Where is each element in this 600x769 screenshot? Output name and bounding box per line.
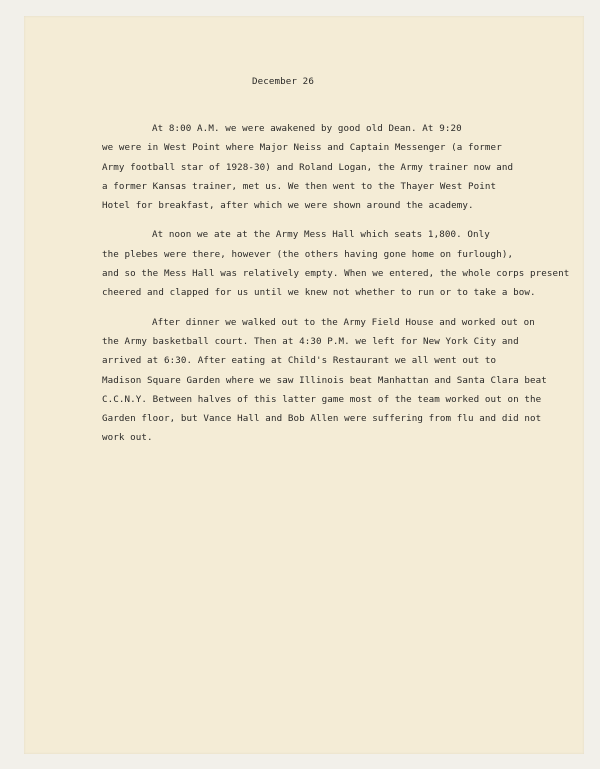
text-line: arrived at 6:30. After eating at Child's Restaurant we all went out to xyxy=(102,355,497,367)
text-line: Army football star of 1928-30) and Roland Logan, the Army trainer now and xyxy=(102,161,514,173)
text-line: C.C.N.Y. Between halves of this latter game most of the team worked out on the xyxy=(102,393,542,405)
text-line: the plebes were there, however (the others having gone home on furlough), xyxy=(102,248,514,260)
text-line: we were in West Point where Major Neiss and Captain Messenger (a former xyxy=(102,142,502,154)
text-line: cheered and clapped for us until we knew not whether to run or to take a bow. xyxy=(102,287,536,299)
text-line: At 8:00 A.M. we were awakened by good old Dean. At 9:20 xyxy=(152,123,462,134)
text-line: Hotel for breakfast, after which we were shown around the academy. xyxy=(102,200,474,212)
text-line: Madison Square Garden where we saw Illinois beat Manhattan and Santa Clara beat xyxy=(102,374,547,386)
text-line: a former Kansas trainer, met us. We then went to the Thayer West Point xyxy=(102,180,497,192)
text-line: work out. xyxy=(102,432,153,444)
paragraph-2 xyxy=(102,225,570,302)
text-line: Garden floor, but Vance Hall and Bob Allen were suffering from flu and did not xyxy=(102,413,542,425)
page-date: December 26 xyxy=(252,76,314,87)
text-line: After dinner we walked out to the Army Field House and worked out on xyxy=(152,316,535,328)
document-body xyxy=(102,119,570,458)
text-line: and so the Mess Hall was relatively empty. When we entered, the whole corps present xyxy=(102,268,570,280)
paper-sheet xyxy=(24,16,584,754)
text-line: the Army basketball court. Then at 4:30 P.M. we left for New York City and xyxy=(102,335,519,347)
paragraph-1 xyxy=(102,119,557,215)
paragraph-3 xyxy=(102,313,557,448)
text-line: At noon we ate at the Army Mess Hall which seats 1,800. Only xyxy=(152,229,490,241)
